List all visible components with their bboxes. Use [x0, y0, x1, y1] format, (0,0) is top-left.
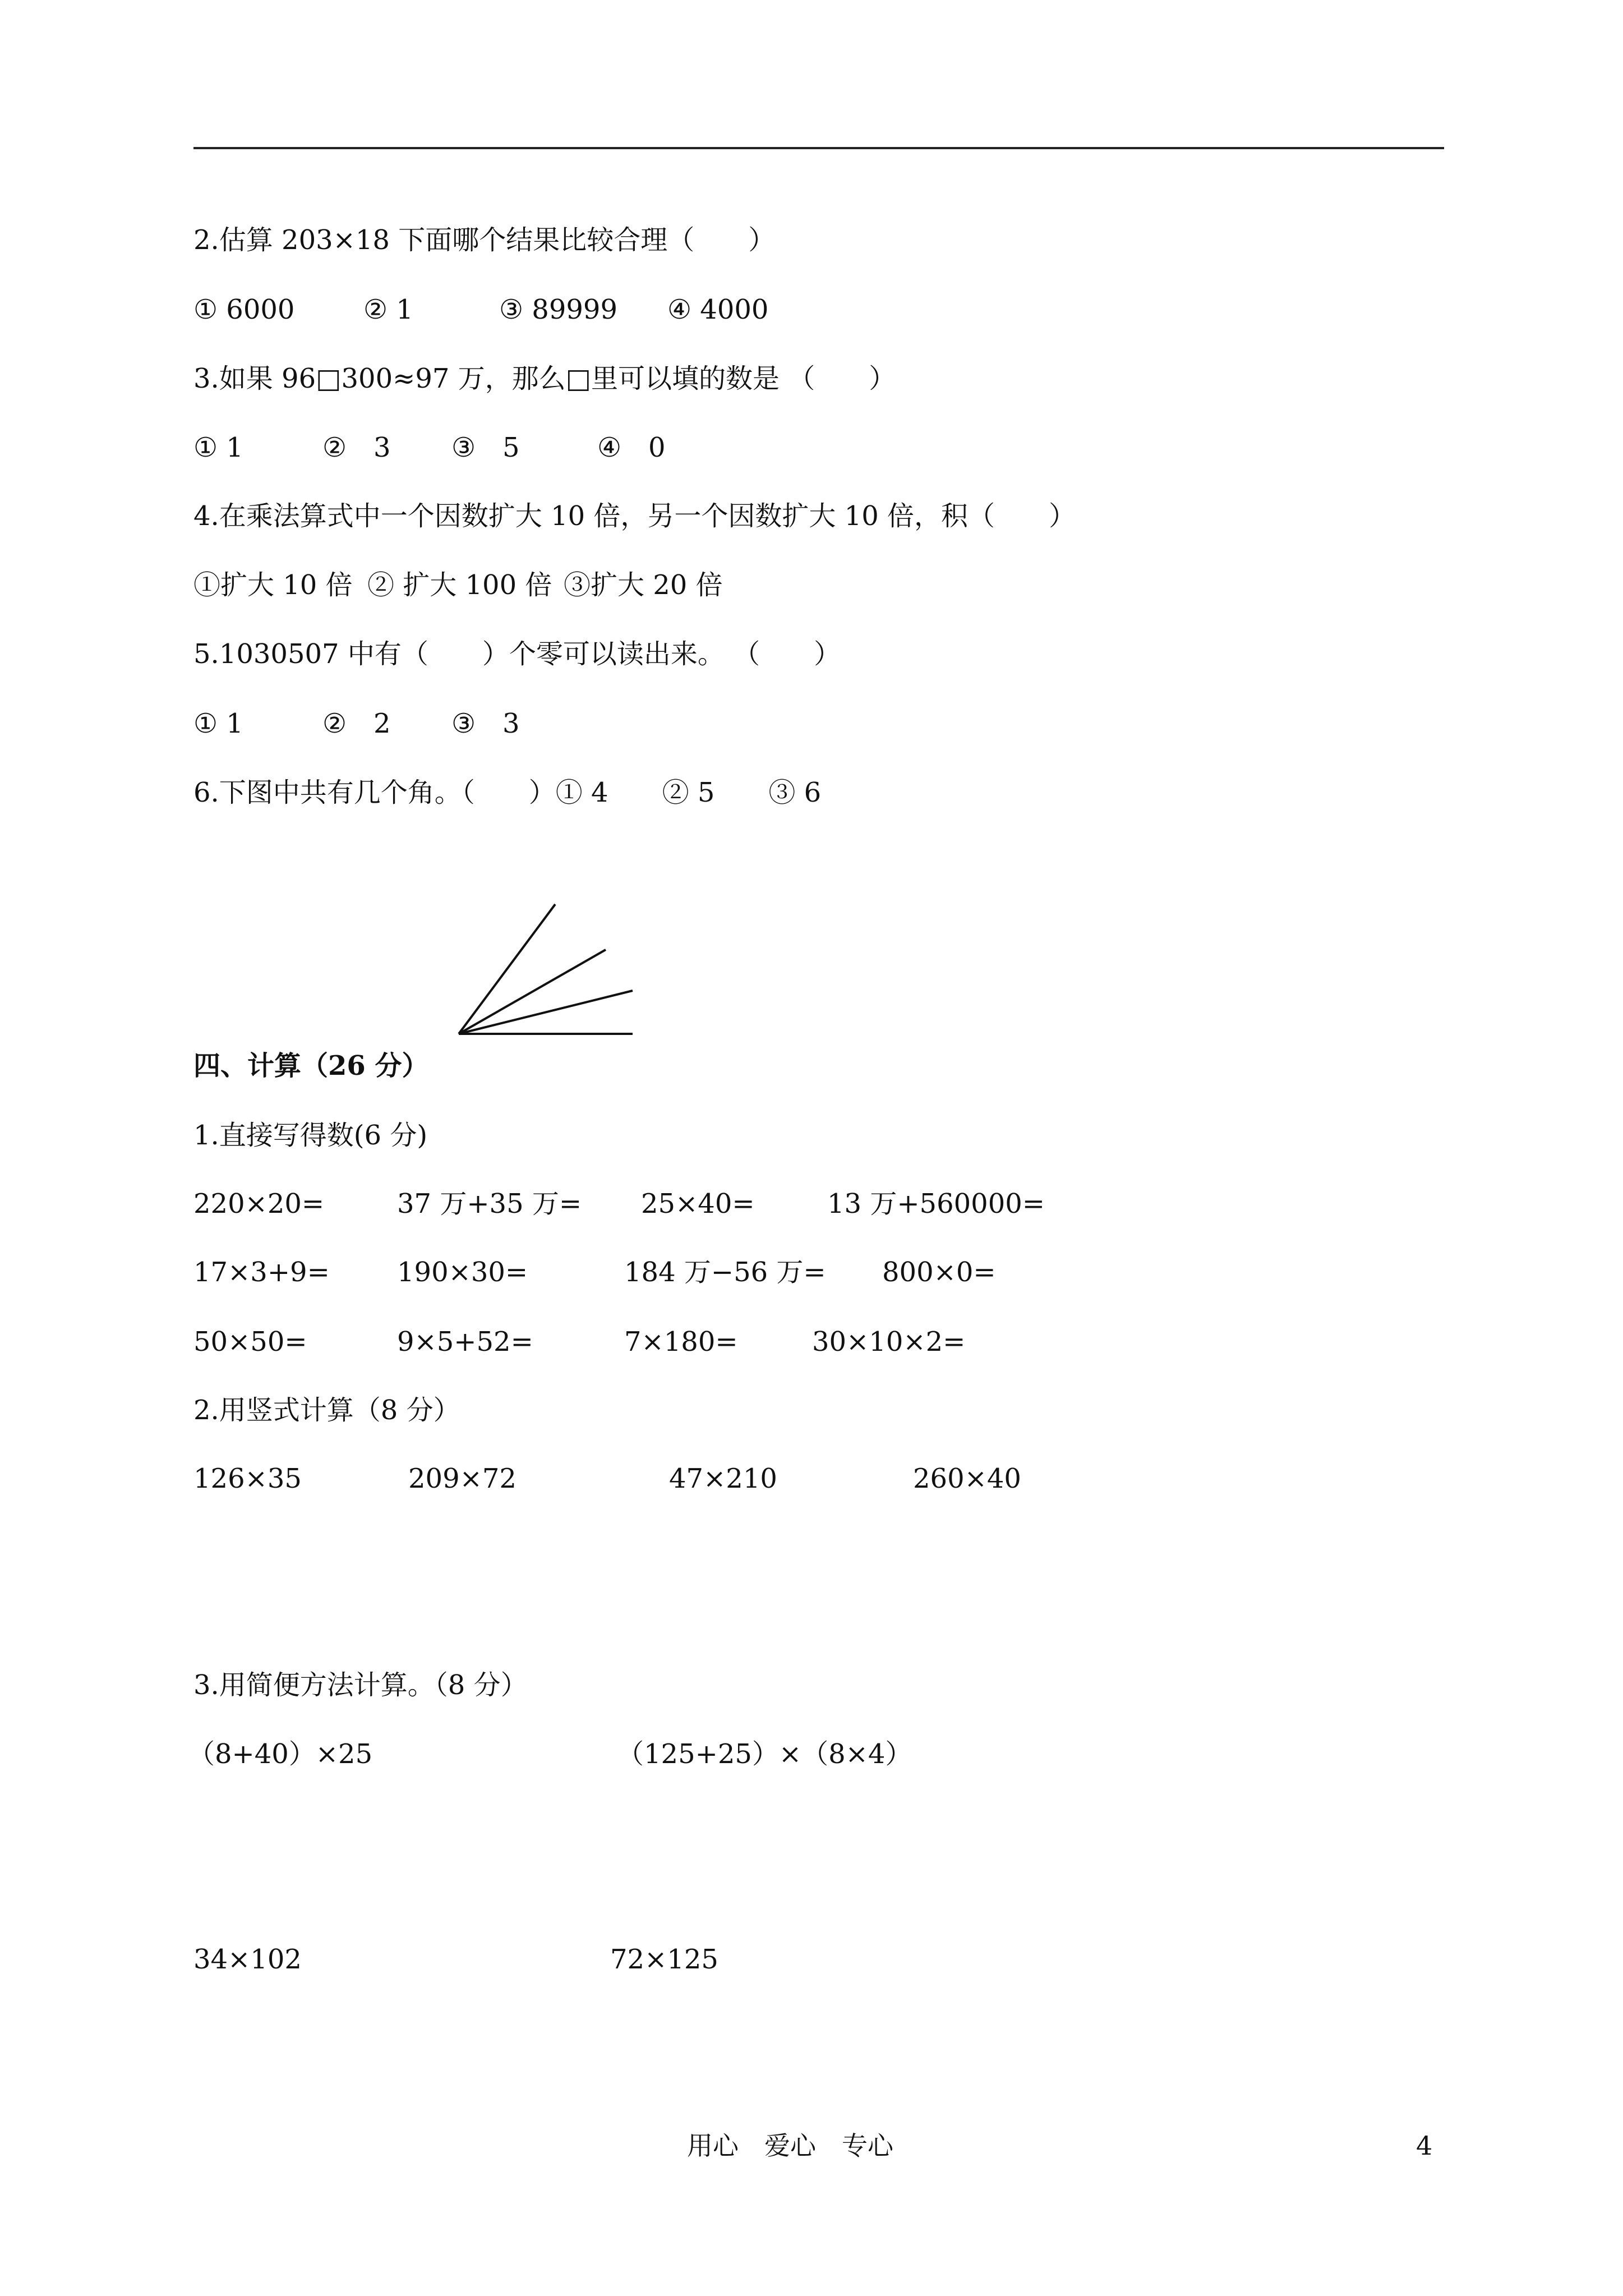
simplify-item: 72×125	[610, 1944, 718, 1975]
mental-math-item: 800×0=	[882, 1257, 996, 1288]
mental-math-item: 30×10×2=	[812, 1326, 966, 1358]
simplify-item: （125+25）×（8×4）	[617, 1738, 912, 1770]
question-2-option-2: ② 1	[363, 294, 413, 325]
mental-math-item: 7×180=	[624, 1326, 738, 1358]
mental-math-item: 13 万+560000=	[827, 1188, 1045, 1220]
question-2-option-3: ③ 89999	[499, 294, 617, 325]
question-3-stem: 3.如果 96□300≈97 万，那么□里可以填的数是 （ ）	[193, 363, 896, 394]
question-4-option-1: ①扩大 10 倍	[193, 569, 353, 601]
mental-math-item: 184 万−56 万=	[624, 1257, 826, 1288]
section-4-heading: 四、计算（26 分）	[193, 1050, 429, 1082]
mental-math-item: 25×40=	[641, 1188, 755, 1220]
question-5-option-3: ③ 3	[451, 708, 520, 739]
question-3-option-1: ① 1	[193, 432, 243, 463]
question-5-stem: 5.1030507 中有（ ）个零可以读出来。 （ ）	[193, 638, 841, 670]
question-3-option-3: ③ 5	[451, 432, 520, 463]
column-calc-item: 126×35	[193, 1463, 302, 1494]
column-calc-item: 209×72	[408, 1463, 517, 1494]
mental-math-item: 17×3+9=	[193, 1257, 330, 1288]
mental-math-item: 37 万+35 万=	[397, 1188, 582, 1220]
question-2-stem: 2.估算 203×18 下面哪个结果比较合理（ ）	[193, 224, 776, 256]
part-2-title: 2.用竖式计算（8 分）	[193, 1395, 460, 1426]
column-calc-item: 47×210	[669, 1463, 777, 1494]
simplify-item: （8+40）×25	[188, 1738, 373, 1770]
question-4-option-2: ② 扩大 100 倍	[367, 569, 552, 601]
question-2-option-4: ④ 4000	[667, 294, 769, 325]
question-3-option-2: ② 3	[322, 432, 391, 463]
footer-motto: 用心 爱心 专心	[687, 2131, 893, 2161]
question-5-option-1: ① 1	[193, 708, 243, 739]
question-5-option-2: ② 2	[322, 708, 391, 739]
ray-2	[459, 950, 606, 1034]
question-2-option-1: ① 6000	[193, 294, 295, 325]
part-1-title: 1.直接写得数(6 分)	[193, 1120, 428, 1151]
question-4-stem: 4.在乘法算式中一个因数扩大 10 倍，另一个因数扩大 10 倍，积（ ）	[193, 500, 1076, 532]
question-6-stem: 6.下图中共有几个角。（ ）① 4 ② 5 ③ 6	[193, 777, 822, 808]
mental-math-item: 220×20=	[193, 1188, 325, 1220]
column-calc-item: 260×40	[913, 1463, 1021, 1494]
mental-math-item: 9×5+52=	[397, 1326, 533, 1358]
page-number: 4	[1416, 2131, 1433, 2161]
mental-math-item: 50×50=	[193, 1326, 307, 1358]
mental-math-item: 190×30=	[397, 1257, 528, 1288]
question-4-option-3: ③扩大 20 倍	[564, 569, 723, 601]
part-3-title: 3.用简便方法计算。（8 分）	[193, 1669, 528, 1701]
simplify-item: 34×102	[193, 1944, 302, 1975]
question-3-option-4: ④ 0	[597, 432, 666, 463]
